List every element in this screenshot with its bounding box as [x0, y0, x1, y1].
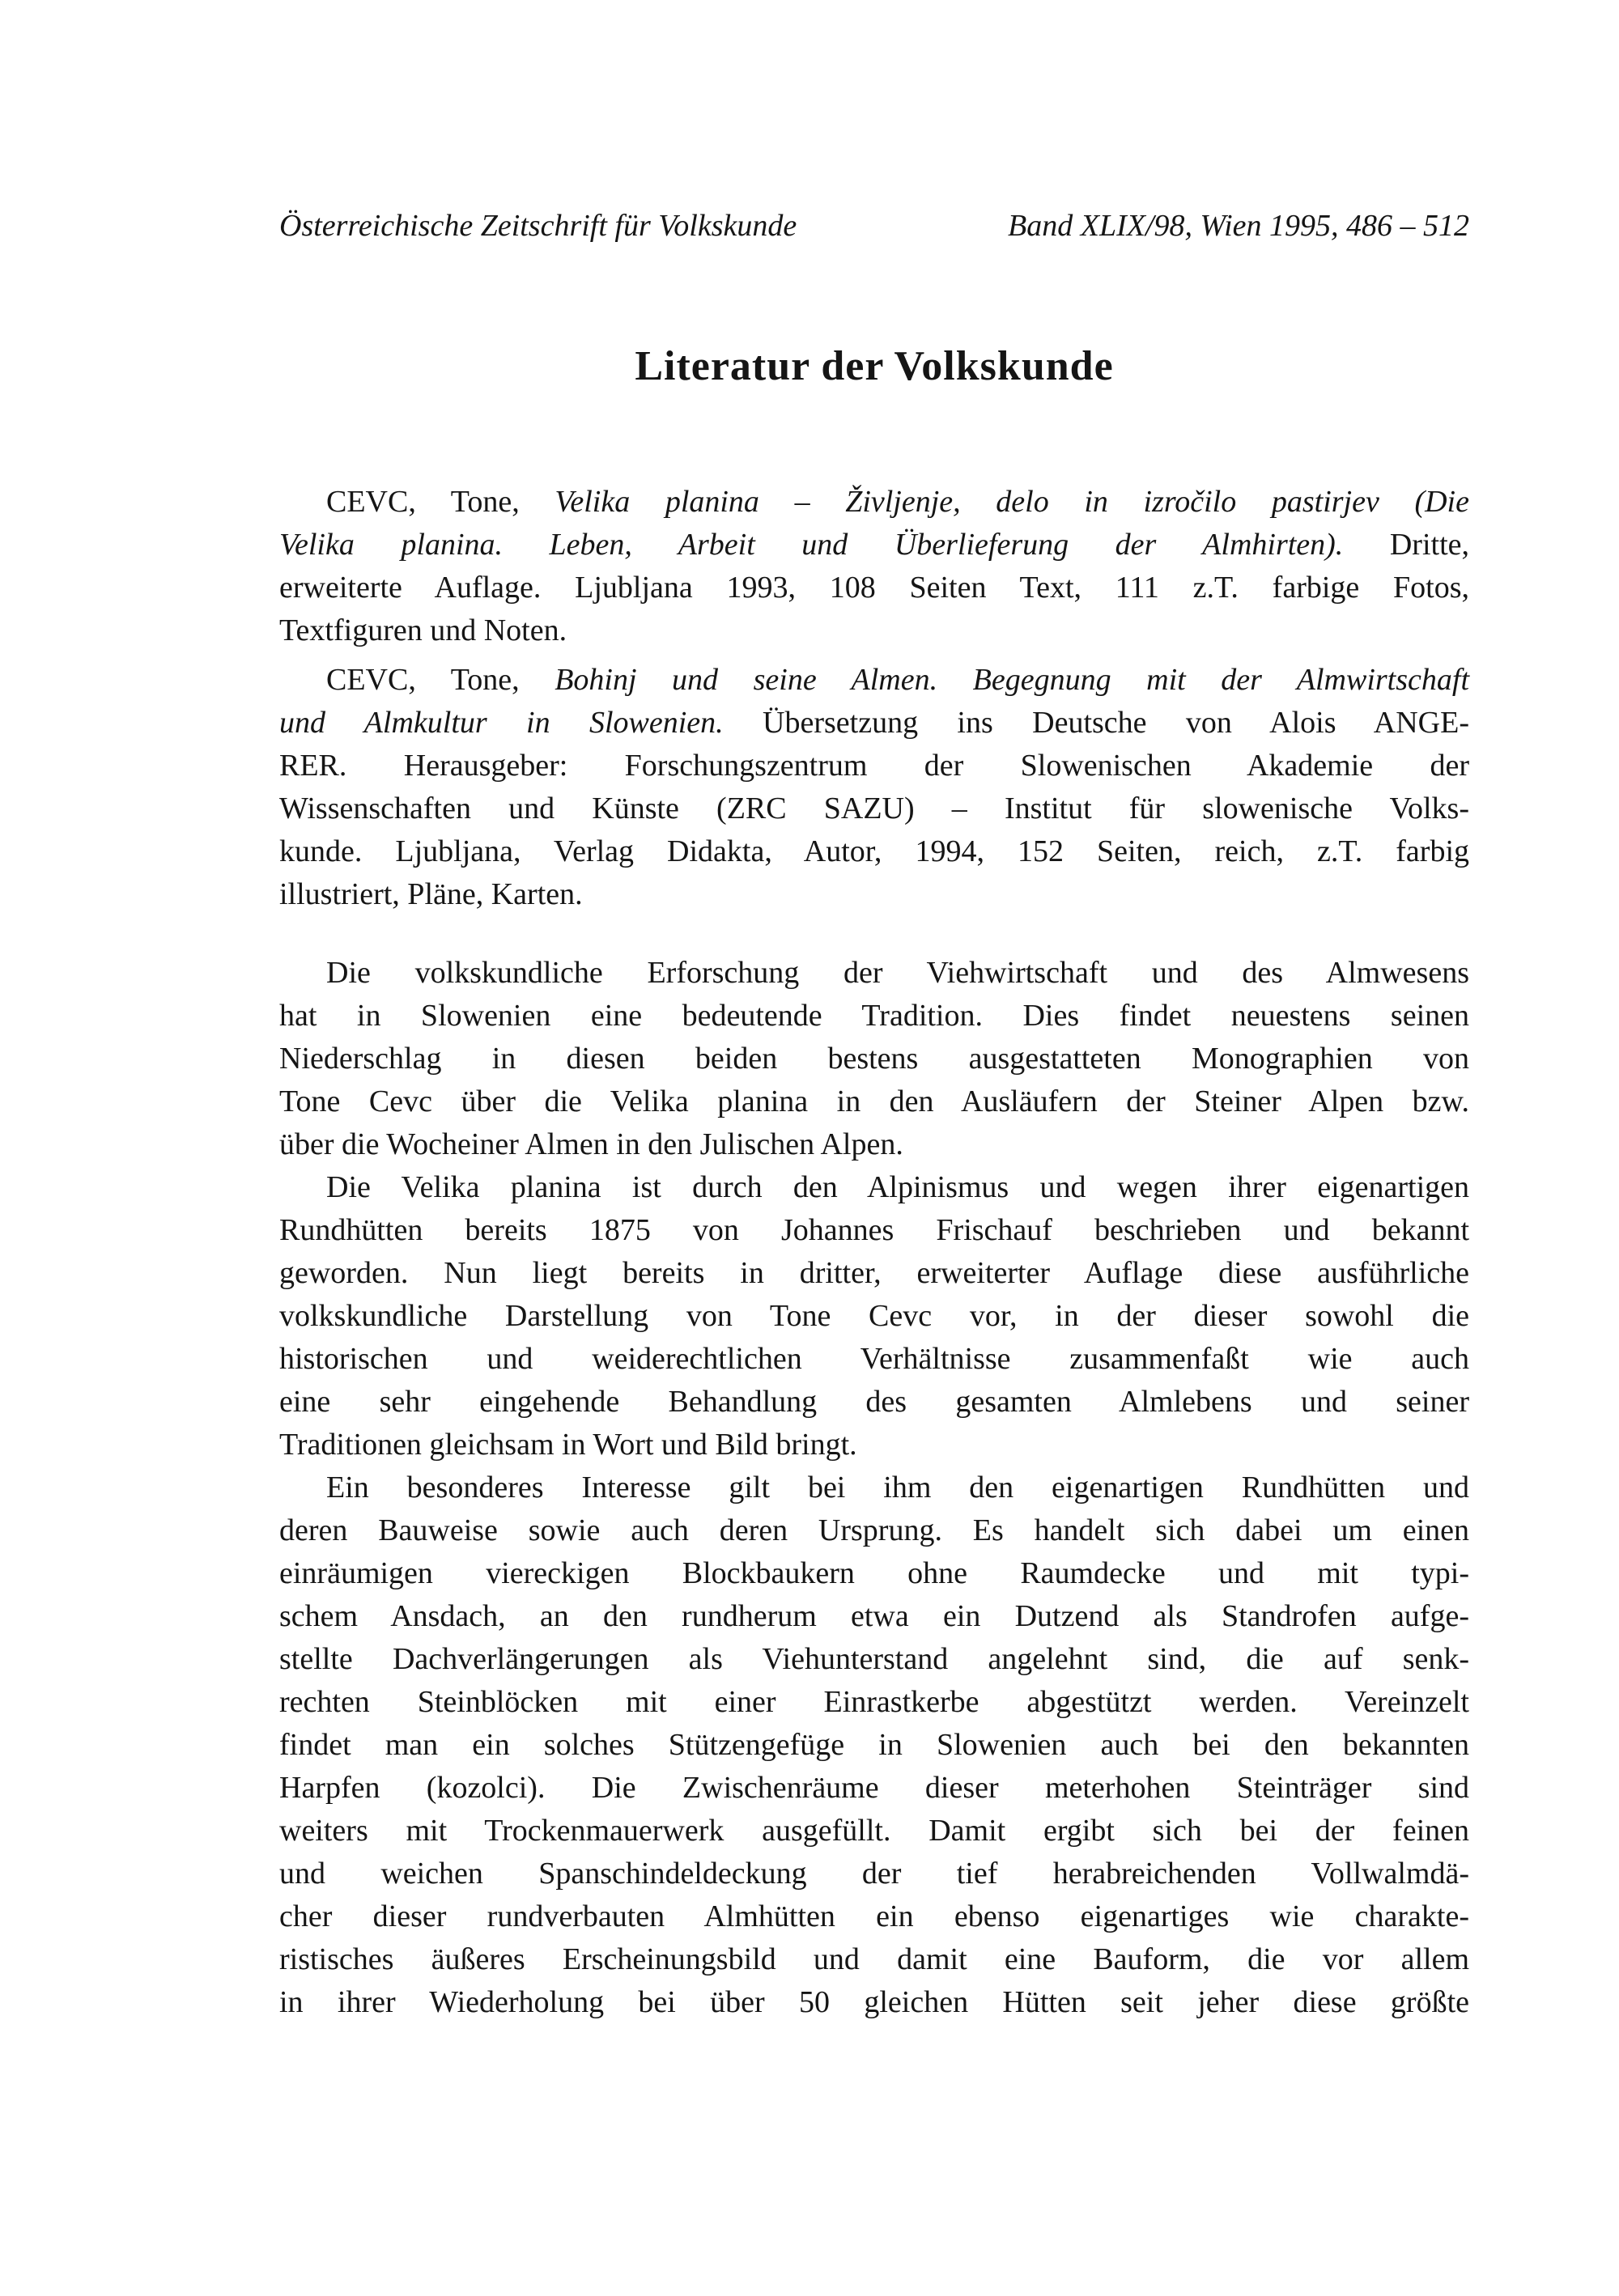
- text-segment: erweiterte Auflage. Ljubljana 1993, 108 Seiten Text, 111 z.T. farbige Fotos,: [279, 571, 1469, 605]
- text-segment: RER. Herausgeber: Forschungszentrum der Slowenischen Akademie der: [279, 749, 1469, 783]
- text-segment: Tone Cevc über die Velika planina in den Ausläufern der Steiner Alpen bzw.: [279, 1084, 1469, 1118]
- text-line: [279, 1938, 1469, 1981]
- text-line: [279, 1424, 1469, 1466]
- text-segment: und weichen Spanschindeldeckung der tief herabreichenden Vollwalmdä-: [279, 1857, 1469, 1891]
- italic-text-segment: und Almkultur in Slowenien.: [279, 706, 724, 740]
- issue-info: Band XLIX/98, Wien 1995, 486 – 512: [1008, 209, 1469, 243]
- text-segment: deren Bauweise sowie auch deren Ursprung. Es handelt sich dabei um einen: [279, 1513, 1469, 1547]
- text-line: [279, 1981, 1469, 2024]
- text-segment: findet man ein solches Stützengefüge in Slowenien auch bei den bekannten: [279, 1728, 1469, 1762]
- text-line: [279, 1381, 1469, 1424]
- text-line: [279, 745, 1469, 787]
- text-segment: Traditionen gleichsam in Wort und Bild bringt.: [279, 1428, 857, 1462]
- text-line: [279, 1681, 1469, 1724]
- text-line: [279, 1466, 1469, 1509]
- text-segment: stellte Dachverlängerungen als Viehunterstand angelehnt sind, die auf senk-: [279, 1642, 1469, 1676]
- text-segment: Die Velika planina ist durch den Alpinismus und wegen ihrer eigenartigen: [326, 1170, 1469, 1204]
- text-line: [279, 995, 1469, 1038]
- paragraph: [279, 481, 1469, 652]
- text-segment: einräumigen viereckigen Blockbaukern ohne Raumdecke und mit typi-: [279, 1556, 1469, 1590]
- text-segment: cher dieser rundverbauten Almhütten ein ebenso eigenartiges wie charakte-: [279, 1899, 1469, 1933]
- text-segment: schem Ansdach, an den rundherum etwa ein Dutzend als Standrofen aufge-: [279, 1599, 1469, 1633]
- text-segment: Übersetzung ins Deutsche von Alois ANGE-: [723, 706, 1469, 740]
- text-segment: ristisches äußeres Erscheinungsbild und damit eine Bauform, die vor allem: [279, 1942, 1469, 1976]
- text-segment: Textfiguren und Noten.: [279, 613, 567, 647]
- text-segment: CEVC, Tone,: [326, 485, 555, 519]
- text-segment: illustriert, Pläne, Karten.: [279, 877, 583, 911]
- paragraph: [279, 952, 1469, 1166]
- text-line: [279, 1166, 1469, 1209]
- text-line: [279, 609, 1469, 652]
- text-segment: Niederschlag in diesen beiden bestens ausgestatteten Monographien von: [279, 1042, 1469, 1076]
- text-line: [279, 1509, 1469, 1552]
- text-segment: in ihrer Wiederholung bei über 50 gleichen Hütten seit jeher diese größte: [279, 1985, 1469, 2019]
- paragraph: [279, 659, 1469, 916]
- text-line: [279, 1080, 1469, 1123]
- paragraph: [279, 1166, 1469, 1466]
- text-line: [279, 524, 1469, 567]
- text-line: [279, 1853, 1469, 1895]
- text-line: [279, 1209, 1469, 1252]
- text-line: [279, 1767, 1469, 1810]
- running-head: [279, 207, 1469, 244]
- text-line: [279, 952, 1469, 995]
- text-line: [279, 1810, 1469, 1853]
- text-segment: über die Wocheiner Almen in den Julischen Alpen.: [279, 1127, 903, 1161]
- text-segment: eine sehr eingehende Behandlung des gesamten Almlebens und seiner: [279, 1385, 1469, 1419]
- journal-name: Österreichische Zeitschrift für Volkskunde: [279, 209, 797, 243]
- text-segment: geworden. Nun liegt bereits in dritter, erweiterter Auflage diese ausführliche: [279, 1256, 1469, 1290]
- text-segment: volkskundliche Darstellung von Tone Cevc vor, in der dieser sowohl die: [279, 1299, 1469, 1333]
- text-line: [279, 659, 1469, 702]
- text-line: [279, 481, 1469, 524]
- text-segment: Wissenschaften und Künste (ZRC SAZU) – Institut für slowenische Volks-: [279, 792, 1469, 825]
- article-body: [279, 481, 1469, 2024]
- text-line: [279, 787, 1469, 830]
- text-line: [279, 1895, 1469, 1938]
- text-segment: Rundhütten bereits 1875 von Johannes Frischauf beschrieben und bekannt: [279, 1213, 1469, 1247]
- text-segment: Harpfen (kozolci). Die Zwischenräume dieser meterhohen Steinträger sind: [279, 1771, 1469, 1805]
- text-line: [279, 702, 1469, 745]
- text-line: [279, 1252, 1469, 1295]
- text-line: [279, 567, 1469, 609]
- text-segment: Die volkskundliche Erforschung der Viehwirtschaft und des Almwesens: [326, 956, 1469, 990]
- text-line: [279, 1724, 1469, 1767]
- text-segment: rechten Steinblöcken mit einer Einrastkerbe abgestützt werden. Vereinzelt: [279, 1685, 1469, 1719]
- text-segment: kunde. Ljubljana, Verlag Didakta, Autor, 1994, 152 Seiten, reich, z.T. farbig: [279, 834, 1469, 868]
- italic-text-segment: Bohinj und seine Almen. Begegnung mit der Almwirtschaft: [555, 663, 1470, 697]
- text-segment: CEVC, Tone,: [326, 663, 555, 697]
- text-line: [279, 873, 1469, 916]
- text-segment: hat in Slowenien eine bedeutende Tradition. Dies findet neuestens seinen: [279, 999, 1469, 1033]
- text-segment: historischen und weiderechtlichen Verhältnisse zusammenfaßt wie auch: [279, 1342, 1469, 1376]
- paragraph: [279, 1466, 1469, 2024]
- italic-text-segment: Velika planina. Leben, Arbeit und Überlieferung der Almhirten).: [279, 528, 1344, 562]
- page-title: Literatur der Volkskunde: [635, 343, 1114, 389]
- text-line: [279, 1552, 1469, 1595]
- italic-text-segment: Velika planina – Življenje, delo in izročilo pastirjev (Die: [555, 485, 1469, 519]
- text-line: [279, 1338, 1469, 1381]
- text-line: [279, 1123, 1469, 1166]
- text-line: [279, 1638, 1469, 1681]
- text-segment: weiters mit Trockenmauerwerk ausgefüllt. Damit ergibt sich bei der feinen: [279, 1814, 1469, 1848]
- text-segment: Ein besonderes Interesse gilt bei ihm den eigenartigen Rundhütten und: [326, 1471, 1469, 1504]
- text-line: [279, 1038, 1469, 1080]
- text-line: [279, 1295, 1469, 1338]
- text-line: [279, 1595, 1469, 1638]
- text-segment: Dritte,: [1343, 528, 1469, 562]
- text-line: [279, 830, 1469, 873]
